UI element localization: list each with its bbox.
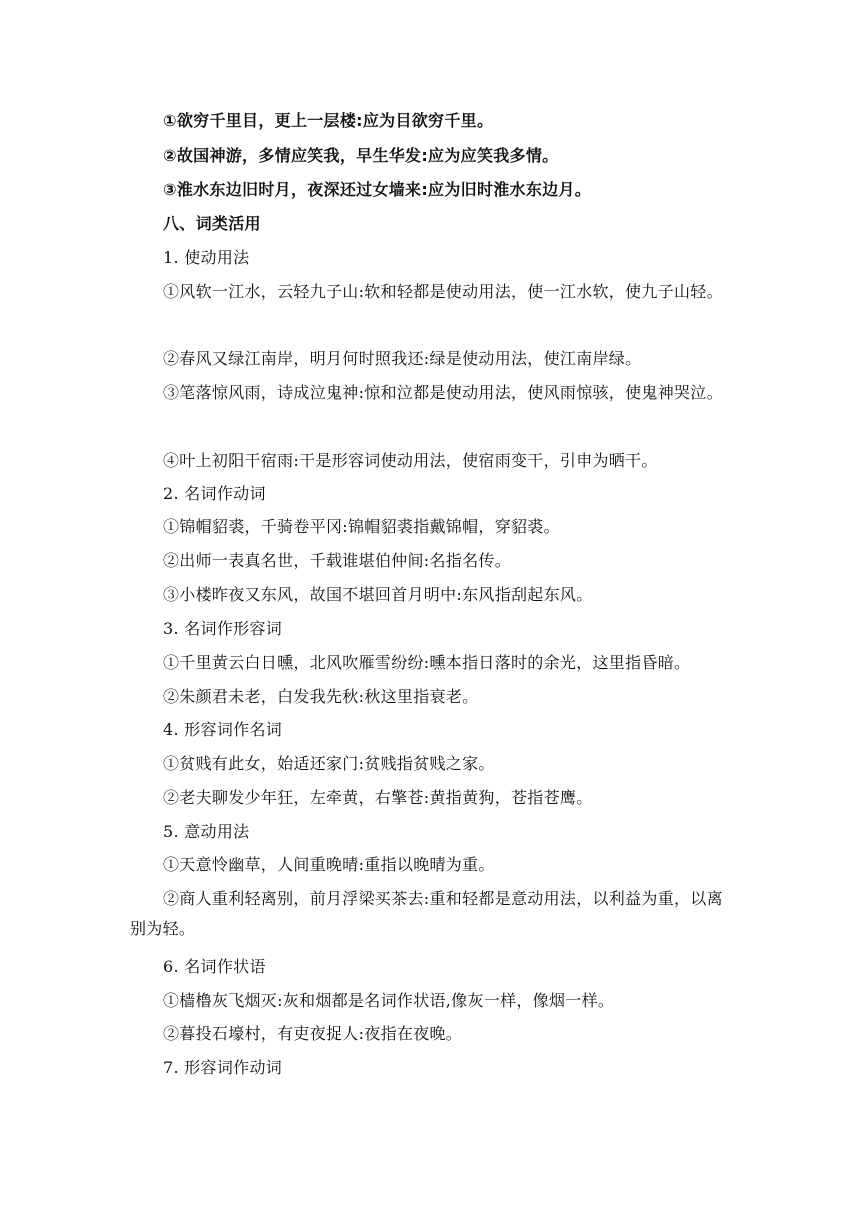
subheading-causative: 1. 使动用法 bbox=[163, 248, 250, 267]
example-line: ①天意怜幽草，人间重晚晴:重指以晚晴为重。 bbox=[163, 855, 495, 874]
error-example-3: ③淮水东边旧时月，夜深还过女墙来:应为旧时淮水东边月。 bbox=[163, 180, 592, 199]
paragraph: ①风软一江水，云轻九子山:软和轻都是使动用法，使一江水软，使九子山轻。 bbox=[163, 282, 723, 301]
subheading-noun-as-adjective: 3. 名词作形容词 bbox=[163, 619, 283, 638]
subheading-noun-as-adverbial: 6. 名词作状语 bbox=[163, 957, 266, 976]
subheading-adjective-as-verb: 7. 形容词作动词 bbox=[163, 1058, 283, 1077]
example-line: ②朱颜君未老，白发我先秋:秋这里指衰老。 bbox=[163, 687, 479, 706]
example-line: ①贫贱有此女，始适还家门:贫贱指贫贱之家。 bbox=[163, 754, 495, 773]
paragraph: ③笔落惊风雨，诗成泣鬼神:惊和泣都是使动用法，使风雨惊骇，使鬼神哭泣。 bbox=[163, 383, 723, 402]
example-line: ②暮投石壕村，有吏夜捉人:夜指在夜晚。 bbox=[163, 1024, 463, 1043]
paragraph: ②商人重利轻离别，前月浮梁买茶去:重和轻都是意动用法，以利益为重，以离别为轻。 bbox=[130, 889, 723, 938]
example-line: ②出师一表真名世，千载谁堪伯仲间:名指名传。 bbox=[163, 551, 511, 570]
example-line: ②春风又绿江南岸，明月何时照我还:绿是使动用法，使江南岸绿。 bbox=[163, 349, 642, 368]
error-example-2: ②故国神游，多情应笑我，早生华发:应为应笑我多情。 bbox=[163, 146, 559, 165]
error-example-1: ①欲穷千里目，更上一层楼:应为目欲穷千里。 bbox=[163, 111, 494, 130]
example-line: ①锦帽貂裘，千骑卷平冈:锦帽貂裘指戴锦帽，穿貂裘。 bbox=[163, 517, 560, 536]
example-line: ④叶上初阳干宿雨:干是形容词使动用法，使宿雨变干，引申为晒干。 bbox=[163, 451, 658, 470]
example-line: ①樯橹灰飞烟灭:灰和烟都是名词作状语,像灰一样，像烟一样。 bbox=[163, 991, 615, 1010]
example-line: ③小楼昨夜又东风，故国不堪回首月明中:东风指刮起东风。 bbox=[163, 585, 593, 604]
subheading-noun-as-verb: 2. 名词作动词 bbox=[163, 484, 266, 503]
subheading-putative: 5. 意动用法 bbox=[163, 822, 250, 841]
section-heading: 八、词类活用 bbox=[163, 214, 261, 233]
subheading-adjective-as-noun: 4. 形容词作名词 bbox=[163, 720, 283, 739]
example-line: ①千里黄云白日曛，北风吹雁雪纷纷:曛本指日落时的余光，这里指昏暗。 bbox=[163, 653, 691, 672]
example-line: ②老夫聊发少年狂，左牵黄，右擎苍:黄指黄狗，苍指苍鹰。 bbox=[163, 788, 593, 807]
